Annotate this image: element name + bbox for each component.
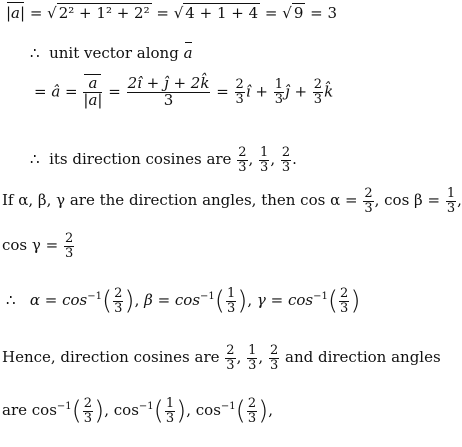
cos-alpha-frac: $\frac{2}{3}$	[364, 186, 373, 216]
are-cos-text: are cos	[2, 401, 57, 419]
cos-beta-text: , cos β =	[374, 191, 441, 210]
coef-k: $\frac{2}{3}$	[313, 77, 323, 107]
inverse-sup: −1	[200, 291, 215, 302]
therefore-symbol: ∴	[30, 44, 40, 62]
equals: =	[260, 4, 283, 22]
unit-vector-lhs: = â =	[34, 82, 78, 101]
cos-gamma-line	[2, 232, 75, 260]
dc-2: $\frac{1}{3}$	[248, 343, 257, 373]
root-expr-1: 2² + 1² + 2²	[58, 4, 150, 22]
inverse-sup: −1	[138, 401, 154, 412]
therefore-symbol: ∴	[30, 150, 40, 169]
hence-tail: and direction angles	[285, 348, 441, 367]
dc-3: $\frac{2}{3}$	[269, 343, 279, 373]
inverse-sup: −1	[220, 401, 236, 412]
inverse-sup: −1	[56, 401, 72, 412]
comma: ,	[268, 401, 274, 419]
cos-2: $\frac{1}{3}$	[260, 145, 269, 175]
i-hat: î	[245, 82, 251, 101]
j-hat: ĵ	[285, 82, 290, 101]
fraction-vector: $\frac{2î + ĵ + 2k̂}{3}$	[127, 74, 210, 109]
final-angles-line: are $\cos^{-1}$( $\frac{2}{3}$ ), $\cos^{-1}$( $\frac{1}{3}$ ), $\cos^{-1}$( $\frac{2}{3}$ ),	[2, 395, 274, 426]
root-expr-3: 9	[293, 4, 304, 22]
abs-a: |a|	[6, 4, 26, 22]
angles-line: ∴ $\alpha = \cos^{-1}$( $\frac{2}{3}$ ), $\beta = \cos^{-1}$( $\frac{1}{3}$ ), $\gamma = \cos^{-1}$( $\frac{2}{3}$ )	[6, 285, 361, 316]
cos-gamma-frac: $\frac{2}{3}$	[64, 231, 74, 261]
equals: =	[305, 4, 328, 22]
vector-a: a	[183, 44, 193, 62]
hence-line: Hence, direction cosines are $\frac{2}{3}$ , $\frac{1}{3}$ , $\frac{2}{3}$ and direction angles	[2, 343, 441, 373]
gamma-eq: γ = cos	[256, 291, 314, 309]
intro-text: If α, β, γ are the direction angles, then cos α =	[2, 191, 358, 210]
unit-vector-equation: = â = $\frac{a}{|a|}$ = $\frac{2î + ĵ + 2k̂}{3}$ = $\frac{2}{3}$ î + $\frac{1}{3}$ ĵ + $\frac{2}{3}$ k̂	[34, 74, 334, 109]
direction-angles-intro	[2, 187, 462, 215]
direction-cosines-text: its direction cosines are	[49, 150, 232, 169]
gamma-frac: $\frac{2}{3}$	[340, 285, 349, 316]
coef-i: $\frac{2}{3}$	[235, 77, 244, 107]
unit-vector-text: unit vector along	[49, 44, 179, 62]
dc-1: $\frac{2}{3}$	[226, 343, 235, 373]
beta-eq: β = cos	[144, 291, 201, 309]
hence-text: Hence, direction cosines are	[2, 348, 220, 367]
equals: =	[25, 4, 48, 22]
inverse-sup: −1	[87, 291, 102, 302]
final-frac-2: $\frac{1}{3}$	[165, 395, 175, 426]
cos-1: $\frac{2}{3}$	[238, 145, 247, 175]
result: 3	[327, 4, 338, 22]
therefore-symbol: ∴	[6, 291, 16, 309]
fraction-a-over-abs: $\frac{a}{|a|}$	[83, 74, 103, 109]
cos-3: $\frac{2}{3}$	[281, 145, 291, 175]
beta-frac: $\frac{1}{3}$	[226, 285, 236, 316]
direction-cosines-line: ∴ its direction cosines are $\frac{2}{3}$ , $\frac{1}{3}$ , $\frac{2}{3}$ .	[30, 145, 297, 175]
alpha-eq: α = cos	[29, 291, 88, 309]
alpha-frac: $\frac{2}{3}$	[114, 285, 123, 316]
cos-gamma-text: cos γ =	[2, 236, 59, 255]
cos-beta-frac: $\frac{1}{3}$	[446, 186, 456, 216]
coef-j: $\frac{1}{3}$	[274, 77, 284, 107]
inverse-sup: −1	[313, 291, 328, 302]
final-frac-3: $\frac{2}{3}$	[247, 395, 257, 426]
comma: ,	[457, 191, 462, 210]
equals: =	[151, 4, 174, 22]
k-hat: k̂	[324, 82, 334, 101]
final-frac-1: $\frac{2}{3}$	[83, 395, 93, 426]
unit-vector-heading	[30, 44, 193, 62]
root-expr-2: 4 + 1 + 4	[185, 4, 259, 22]
magnitude-line: |a| = √ 2² + 1² + 2² = √ 4 + 1 + 4 = √ 9 = 3	[6, 4, 338, 22]
